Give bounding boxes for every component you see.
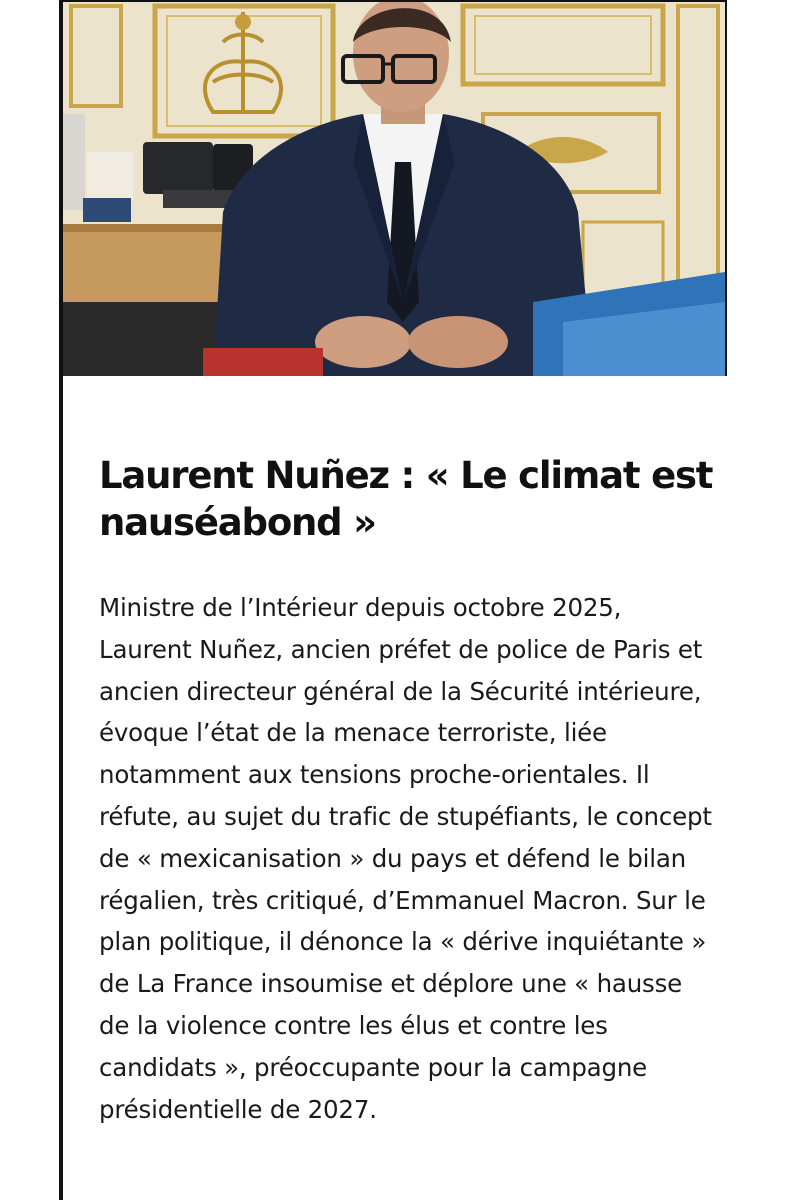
- article-title[interactable]: Laurent Nuñez : « Le climat est nauséabond »: [99, 454, 713, 544]
- article-summary: Ministre de l’Intérieur depuis octobre 2025, Laurent Nuñez, ancien préfet de police de Paris et ancien directeur général de la Sécurité intérieure, évoque l’état de la menace terroriste, liée notamment aux tensions proche-orientales. Il réfute, au sujet du trafic de stupéfiants, le concept de « mexicanisation » du pays et défend le bilan régalien, très critiqué, d’Emmanuel Macron. Sur le plan politique, il dénonce la « dérive inquiétante » de La France insoumise et déplore une « hausse de la violence contre les élus et contre les candidats », préoccupante pour la campagne présidentielle de 2027.: [99, 593, 712, 1124]
- article-photo[interactable]: [63, 0, 727, 376]
- photo-illustration: [63, 2, 725, 376]
